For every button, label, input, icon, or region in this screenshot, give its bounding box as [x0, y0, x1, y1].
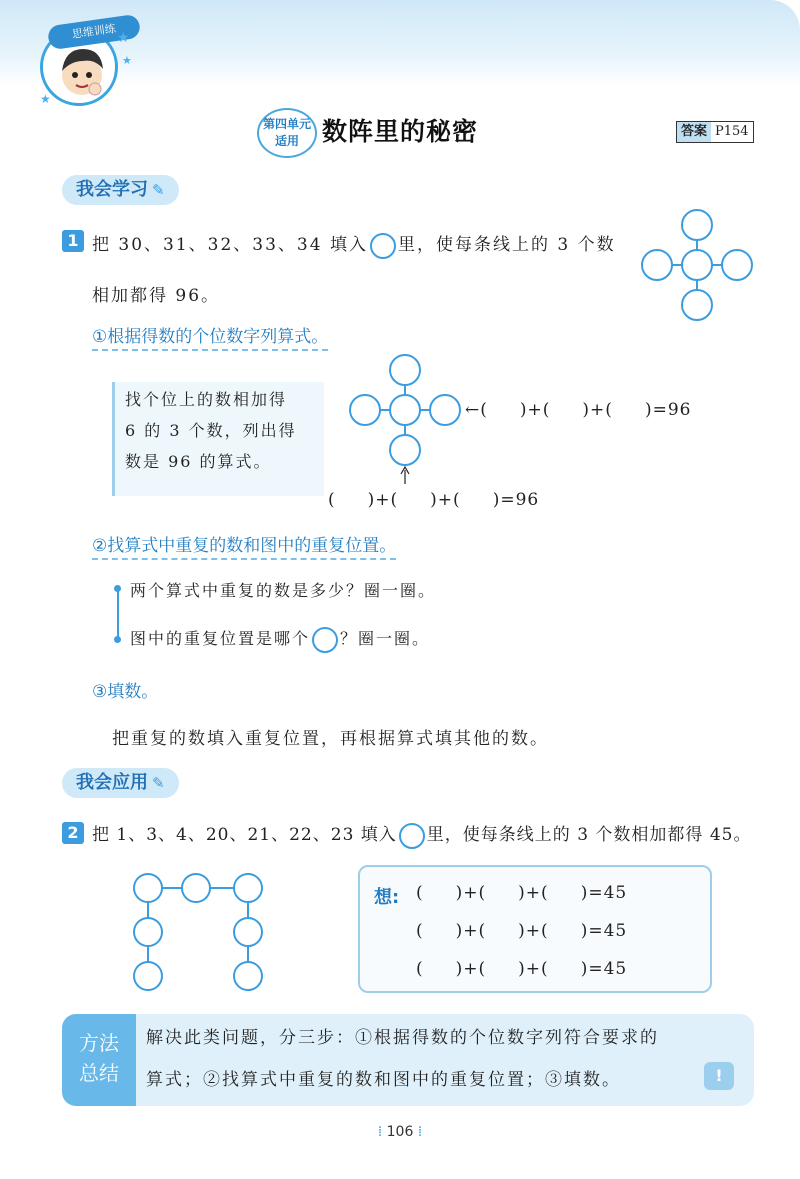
answer-label: 答案	[677, 122, 711, 142]
think-equation: ( )+( )+( )=45	[416, 959, 628, 979]
q2-text-post: 里，使每条线上的 3 个数相加都得 45。	[426, 825, 752, 845]
method-label	[62, 1014, 136, 1106]
circle-icon	[312, 627, 338, 653]
page-title: 数阵里的秘密	[322, 117, 479, 146]
q1-line1-post: 里，使每条线上的 3 个数	[397, 235, 616, 255]
step2-line1: 两个算式中重复的数是多少？圈一圈。	[130, 581, 437, 600]
exclamation-icon: !	[704, 1062, 734, 1090]
step3-title: ③填数。	[92, 682, 159, 702]
badge-ribbon: 思维训练	[47, 14, 141, 51]
bullet-dot	[114, 636, 121, 643]
section-learn-label: 我会学习	[76, 179, 148, 200]
think-equation: ( )+( )+( )=45	[416, 883, 628, 903]
q2-text	[92, 820, 751, 849]
circle-icon	[399, 823, 425, 849]
bullet-connector	[117, 588, 119, 640]
question-number: 2	[62, 822, 84, 844]
think-label: 想:	[374, 887, 400, 908]
section-learn-pill	[62, 175, 179, 205]
step2-title: ②找算式中重复的数和图中的重复位置。	[92, 531, 396, 560]
section-apply-pill	[62, 768, 179, 798]
bullet-dot	[114, 585, 121, 592]
answer-reference	[676, 121, 754, 143]
q1-line2: 相加都得 96。	[92, 286, 221, 306]
q1-line1-pre: 把 30、31、32、33、34 填入	[92, 235, 368, 255]
dots-icon: ⁞	[413, 1124, 423, 1140]
unit-tag-line1: 第四单元	[262, 117, 311, 131]
hint-box	[112, 382, 324, 496]
step2-line2-post: ？圈一圈。	[340, 629, 431, 648]
section-apply-label: 我会应用	[76, 772, 148, 793]
answer-page: P154	[715, 124, 749, 139]
q2-text-pre: 把 1、3、4、20、21、22、23 填入	[92, 825, 397, 845]
step2-line2-pre: 图中的重复位置是哪个	[130, 629, 311, 648]
question-number: 1	[62, 230, 84, 252]
pencil-icon: ✎	[152, 774, 165, 792]
step3-text: 把重复的数填入重复位置，再根据算式填其他的数。	[112, 729, 549, 749]
star-icon: ★	[40, 92, 51, 106]
method-line2: 算式；②找算式中重复的数和图中的重复位置；③填数。	[146, 1070, 621, 1090]
star-icon: ★	[122, 54, 132, 67]
hint-line: 数是 96 的算式。	[125, 452, 272, 471]
hint-line: 找个位上的数相加得	[125, 390, 288, 409]
step1-title: ①根据得数的个位数字列算式。	[92, 322, 328, 351]
star-icon: ★	[117, 30, 130, 46]
equation-horizontal: ←( )+( )+( )=96	[465, 400, 692, 420]
q1-line1	[92, 230, 616, 259]
method-line1: 解决此类问题，分三步：①根据得数的个位数字列符合要求的	[146, 1028, 659, 1048]
pencil-icon: ✎	[152, 181, 165, 199]
method-label-line1: 方法	[79, 1031, 119, 1055]
arch-diagram	[130, 870, 270, 990]
diagram-circle	[642, 250, 672, 280]
unit-tag	[257, 108, 317, 158]
diagram-circle	[682, 210, 712, 240]
unit-tag-line2: 适用	[274, 134, 299, 148]
diagram-circle	[722, 250, 752, 280]
step2-line2	[130, 626, 430, 653]
diagram-circle	[682, 290, 712, 320]
dots-icon: ⁞	[377, 1124, 387, 1140]
hint-line: 6 的 3 个数，列出得	[125, 421, 297, 440]
circle-icon	[370, 233, 396, 259]
page-number	[370, 1124, 430, 1140]
method-label-line2: 总结	[79, 1061, 119, 1085]
diagram-circle	[682, 250, 712, 280]
equation-vertical: ( )+( )+( )=96	[328, 490, 540, 510]
cross-diagram-worked	[345, 352, 465, 472]
cross-diagram	[640, 205, 760, 325]
think-equation: ( )+( )+( )=45	[416, 921, 628, 941]
page-number-value: 106	[386, 1124, 414, 1140]
